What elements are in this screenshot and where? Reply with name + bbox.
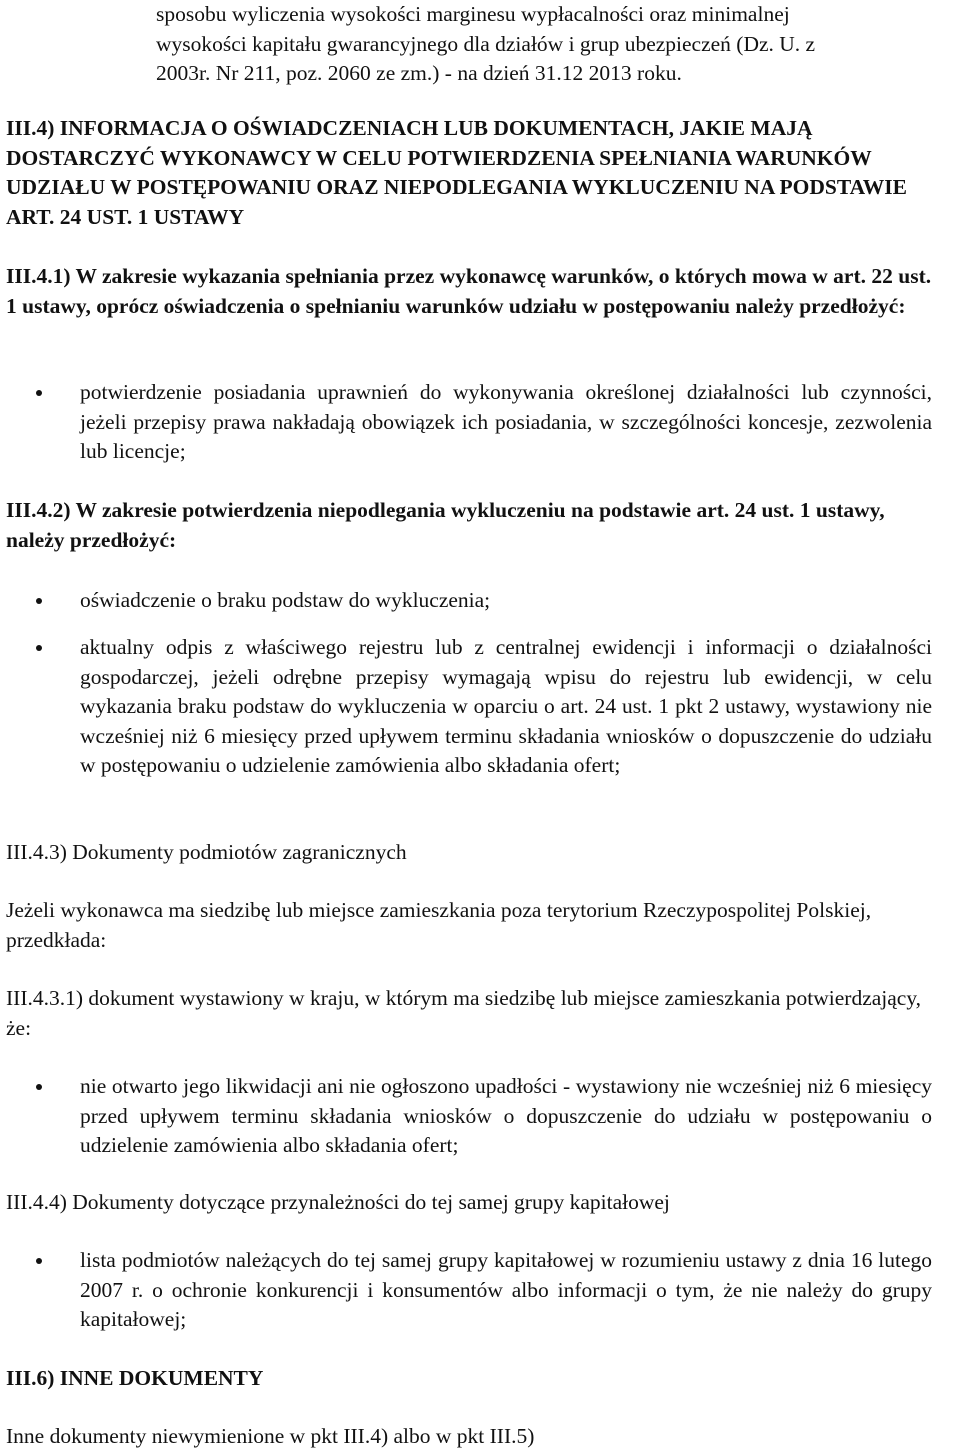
list-item-text: aktualny odpis z właściwego rejestru lub z centralnej ewidencji i informacji o działalności gospodarczej, jeżeli odrębne przepisy wymagają wpisu do rejestru lub ewidencji, w celu wykazania braku podstaw do wykluczenia w oparciu o art. 24 ust. 1 pkt 2 ustawy, wystawiony nie wcześniej niż 6 miesięcy przed upływem terminu składania wniosków o dopuszczenie do udziału w postępowaniu o udzielenie zamówienia albo składania ofert; (80, 635, 932, 777)
intro-line: 2003r. Nr 211, poz. 2060 ze zm.) - na dzień 31.12 2013 roku. (156, 61, 682, 85)
bullet-icon (36, 645, 42, 651)
bullet-icon (36, 1258, 42, 1264)
section-4-2-heading: III.4.2) W zakresie potwierdzenia niepodlegania wykluczeniu na podstawie art. 24 ust. 1 ustawy, należy przedłożyć: (6, 498, 885, 552)
section-4-1-item (32, 378, 932, 467)
section-4-1-heading: III.4.1) W zakresie wykazania spełniania przez wykonawcę warunków, o których mowa w art. 22 ust. 1 ustawy, oprócz oświadczenia o spełnianiu warunków udziału w postępowaniu należy przedłożyć: (6, 264, 932, 318)
section-4-heading: III.4) INFORMACJA O OŚWIADCZENIACH LUB DOKUMENTACH, JAKIE MAJĄ DOSTARCZYĆ WYKONAWCY W CELU POTWIERDZENIA SPEŁNIANIA WARUNKÓW UDZIAŁU W POSTĘPOWANIU ORAZ NIEPODLEGANIA WYKLUCZENIU NA PODSTAWIE ART. 24 UST. 1 USTAWY (6, 116, 907, 229)
section-4-2-item (32, 586, 932, 616)
list-item-text: nie otwarto jego likwidacji ani nie ogłoszono upadłości - wystawiony nie wcześniej niż 6 miesięcy przed upływem terminu składania wniosków o dopuszczenie do udziału w postępowaniu o udzielenie zamówienia albo składania ofert; (80, 1074, 932, 1157)
section-6-heading: III.6) INNE DOKUMENTY (6, 1366, 264, 1390)
intro-line: sposobu wyliczenia wysokości marginesu wypłacalności oraz minimalnej (156, 2, 790, 26)
section-4-3-paragraph: Jeżeli wykonawca ma siedzibę lub miejsce zamieszkania poza terytorium Rzeczypospolitej Polskiej, przedkłada: (6, 898, 872, 952)
bullet-icon (36, 598, 42, 604)
section-4-3-item (32, 1072, 932, 1161)
list-item-text: lista podmiotów należących do tej samej grupy kapitałowej w rozumieniu ustawy z dnia 16 lutego 2007 r. o ochronie konkurencji i konsumentów albo informacji o tym, że nie należy do grupy kapitałowej; (80, 1248, 932, 1331)
section-4-4-heading: III.4.4) Dokumenty dotyczące przynależności do tej samej grupy kapitałowej (6, 1190, 670, 1214)
section-4-2-item (32, 633, 932, 781)
bullet-icon (36, 1084, 42, 1090)
intro-continuation (156, 0, 932, 89)
bullet-icon (36, 390, 42, 396)
section-4-4-item (32, 1246, 932, 1335)
section-4-3-heading: III.4.3) Dokumenty podmiotów zagranicznych (6, 840, 407, 864)
intro-line: wysokości kapitału gwarancyjnego dla działów i grup ubezpieczeń (Dz. U. z (156, 31, 816, 56)
list-item-text: oświadczenie o braku podstaw do wykluczenia; (80, 588, 491, 612)
section-6-paragraph: Inne dokumenty niewymienione w pkt III.4) albo w pkt III.5) (6, 1424, 535, 1448)
list-item-text: potwierdzenie posiadania uprawnień do wykonywania określonej działalności lub czynności, jeżeli przepisy prawa nakładają obowiązek ich posiadania, w szczególności koncesje, zezwolenia lub licencje; (80, 380, 932, 463)
section-4-3-1-heading: III.4.3.1) dokument wystawiony w kraju, w którym ma siedzibę lub miejsce zamieszkania potwierdzający, że: (6, 986, 922, 1040)
